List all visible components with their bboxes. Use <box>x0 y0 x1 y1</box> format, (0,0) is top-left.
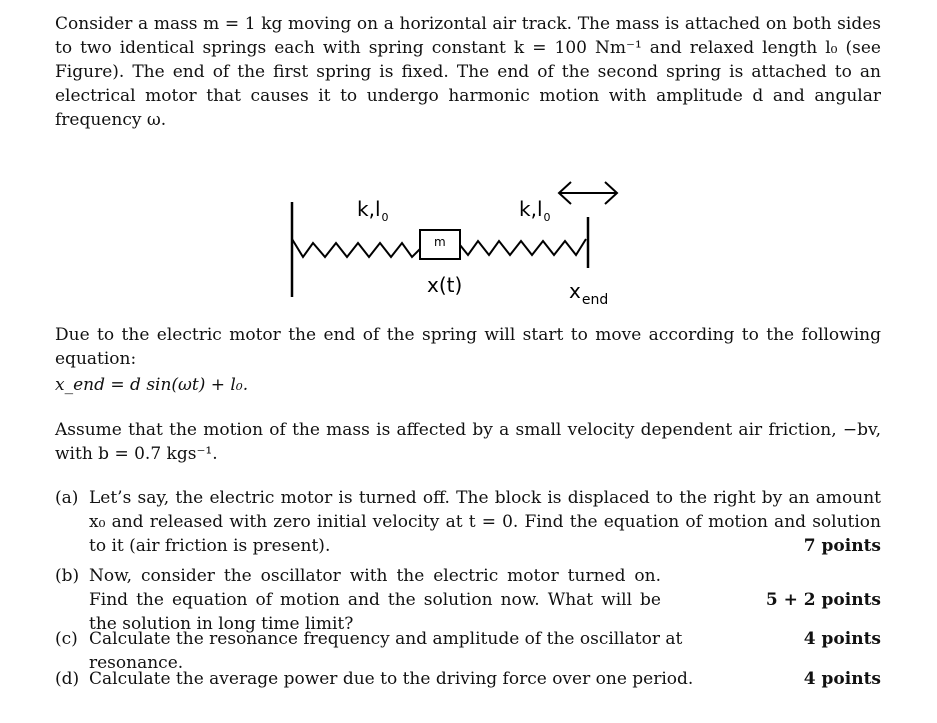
mass-label: m <box>434 235 446 249</box>
motor-paragraph: Due to the electric motor the end of the spring will start to move according to the following equation: <box>55 325 881 369</box>
part-a-tag: (a) <box>55 488 79 508</box>
part-b <box>55 564 881 634</box>
question-parts <box>55 486 881 697</box>
spring2-label <box>519 197 551 224</box>
part-d-points: 4 points <box>803 669 881 689</box>
end-equation: x_end = d sin(ωt) + l₀. <box>55 375 249 395</box>
spring-diagram <box>55 169 881 319</box>
spring1-label-text: k,l <box>357 197 381 221</box>
part-c-tag: (c) <box>55 629 78 649</box>
end-label <box>569 279 609 308</box>
part-b-text: Now, consider the oscillator with the electric motor turned on. Find the equation of motion and the solution now. What will be the solution in long time limit? <box>89 566 661 634</box>
position-label: x(t) <box>427 273 463 297</box>
part-c-text: Calculate the resonance frequency and amplitude of the oscillator at resonance. <box>89 629 683 673</box>
spring-mass-figure <box>55 169 881 319</box>
intro-paragraph: Consider a mass m = 1 kg moving on a horizontal air track. The mass is attached on both sides to two identical springs each with spring constant k = 100 Nm⁻¹ and relaxed length l₀ (see Figure). The end of the first spring is fixed. The end of the second spring is attached to an electrical motor that causes it to undergo harmonic motion with amplitude d and angular frequency ω. <box>55 14 881 130</box>
spring2-label-text: k,l <box>519 197 543 221</box>
end-label-sub: end <box>581 292 609 308</box>
part-c <box>55 627 881 673</box>
end-label-text: x <box>569 279 581 303</box>
part-d-text: Calculate the average power due to the driving force over one period. <box>89 669 694 689</box>
part-a-points: 7 points <box>803 536 881 556</box>
left-spring <box>292 239 420 257</box>
part-a <box>55 486 881 564</box>
part-b-tag: (b) <box>55 566 80 586</box>
part-c-points: 4 points <box>803 629 881 649</box>
friction-paragraph: Assume that the motion of the mass is affected by a small velocity dependent air friction, −bv, with b = 0.7 kgs⁻¹. <box>55 420 881 464</box>
spring2-label-sub: 0 <box>543 211 551 224</box>
right-spring <box>460 239 586 255</box>
part-d <box>55 667 881 697</box>
part-b-points: 5 + 2 points <box>765 590 881 610</box>
spring1-label-sub: 0 <box>381 211 389 224</box>
problem-page <box>55 12 881 689</box>
part-a-text: Let’s say, the electric motor is turned off. The block is displaced to the right by an amount x₀ and released with zero initial velocity at t = 0. Find the equation of motion and solution to it (air friction is present). <box>89 488 881 556</box>
part-d-tag: (d) <box>55 669 80 689</box>
spring1-label <box>357 197 389 224</box>
